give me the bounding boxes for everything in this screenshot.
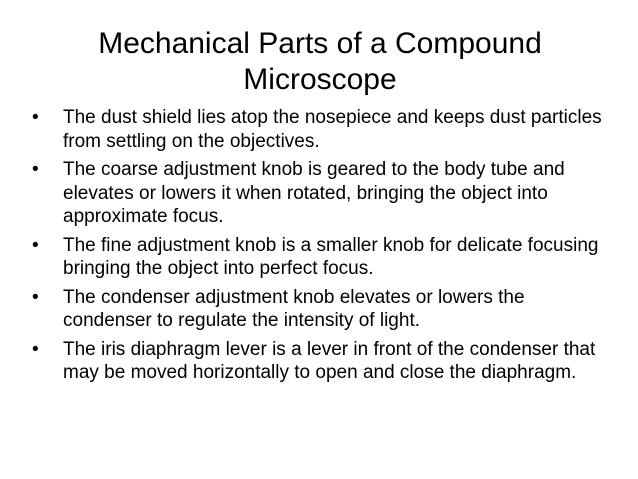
bullet-item-iris-diaphragm — [32, 338, 612, 385]
bullet-text: The fine adjustment knob is a smaller knob for delicate focusing bringing the object into perfect focus. — [63, 234, 599, 279]
bullet-text: The condenser adjustment knob elevates or lowers the condenser to regulate the intensity of light. — [63, 286, 525, 331]
bullet-text: The coarse adjustment knob is geared to the body tube and elevates or lowers it when rotated, bringing the object into approximate focus. — [63, 159, 565, 227]
bullet-item-dust-shield — [32, 106, 612, 153]
bullet-text: The dust shield lies atop the nosepiece and keeps dust particles from settling on the objectives. — [63, 107, 602, 152]
bullet-icon: • — [32, 234, 39, 256]
bullet-icon: • — [32, 338, 39, 360]
bullet-item-coarse-adjustment — [32, 158, 612, 229]
bullet-item-condenser-adjustment — [32, 286, 612, 333]
bullet-item-fine-adjustment — [32, 234, 612, 281]
bullet-icon: • — [32, 107, 39, 128]
bullet-list — [32, 106, 612, 390]
bullet-text: The iris diaphragm lever is a lever in front of the condenser that may be moved horizontally to open and close the diaphragm. — [63, 338, 596, 383]
bullet-icon: • — [32, 159, 39, 180]
slide-title: Mechanical Parts of a Compound Microscope — [98, 27, 542, 96]
bullet-icon: • — [32, 286, 39, 308]
